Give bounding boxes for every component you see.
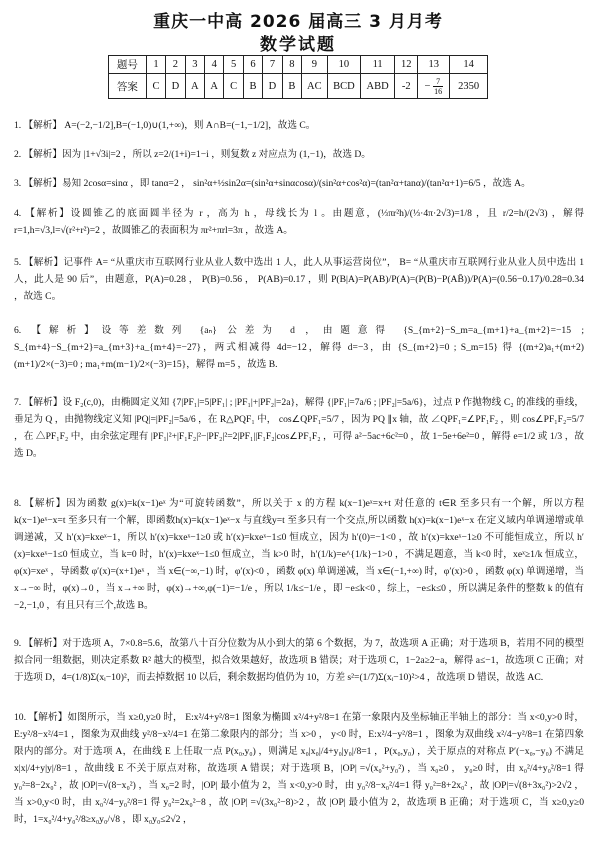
- solution-3: 3. 【解析】易知 2cosα=sinα ，即 tanα=2 ， sin²α+½sin2α=(sin²α+sinαcosα)/(sin²α+cos²α)=(tan²α+tanα)/(tan²α+1)=6/5 ，故选 A。: [14, 178, 531, 189]
- fraction-numerator: 7: [433, 77, 443, 87]
- exam-title: 重庆一中高 2026 届高三 3 月月考: [153, 12, 443, 32]
- question-number: 13: [418, 56, 450, 74]
- question-row-label: 题号: [109, 56, 147, 74]
- question-number: 4: [205, 56, 224, 74]
- solution-10: 10. 【解析】如图所示，当 x≥0,y≥0 时， E:x²/4+y²/8=1 图象为椭圆 x²/4+y²/8=1 在第一象限内及坐标轴正半轴上的部分：当 x<0,y>0 时，E:y²/8−x²/4=1 ，图象为双曲线 y²/8−x²/4=1 在第二象限内的部分；当 x>0 ， y<0 时，E:x²/4−y²/8=1 ，图象为双曲线 x²/4−y²/8=1 在第四象限内的部分。对于选项 A，在曲线 E 上任取一点 P(x₀,y₀) ，则满足 x₀|x₀|/4+y₀|y₀|/8=1 ，P(x₀,y₀) ，关于原点的对称点 P′(−x₀,−y₀) 不满足 x|x|/4+y|y|/8=1 ，故曲线 E 不关于原点对称，故选项 A 错误；对于选项 B，|OP| =√(x₀²+y₀²) ，当 x₀≥0 ， y₀≥0 时，由 x₀²/4+y₀²/8=1 得 y₀²=8−2x₀² ，故 |OP|=√(8−x₀²) ，当 x₀=2 时，|OP| 最小值为 2，当 x<0,y>0 时，由 y₀²/8−x₀²/4=1 得 y₀²=8+2x₀² ，故 |OP|=√(8+3x₀²)>2√2 ，当 x>0,y<0 时，由 x₀²/4−y₀²/8=1 得 y₀²=2x₀²−8 ，故 |OP| =√(3x₀²−8)>2 ，故 |OP| 最小值为 2，故选项 B 正确；对于选项 C，当 x≥0,y≥0 时，1=x₀²/4+y₀²/8≥x₀y₀/√8 ，即 x₀y₀≤2√2 ，: [14, 712, 584, 825]
- solution-5: 5. 【解析】记事件 A= “从重庆市互联网行业从业人数中选出 1 人，此人从事运营岗位”， B= “从重庆市互联网行业从业人员中选出 1 人，此人是 90 后”，由题意，P(A)=0.28 ， P(B)=0.56 ， P(AB)=0.17 ，则 P(B|A)=P(AB)/P(A)=(P(B)−P(AB̄))/P(A)=(0.56−0.17)/0.28=0.34 ，故选 C。: [14, 257, 584, 302]
- answer-cell: C: [224, 74, 243, 99]
- question-number: 5: [224, 56, 243, 74]
- fraction-sign: −: [424, 80, 431, 92]
- question-number: 10: [327, 56, 361, 74]
- exam-subtitle: 数学试题: [260, 35, 336, 55]
- answer-cell: ABD: [361, 74, 395, 99]
- solution-1: 1. 【解析】 A=(−2,−1/2],B=(−1,0)∪(1,+∞)，则 A∩B=(−1,−1/2]，故选 C。: [14, 120, 316, 131]
- answer-cell-fraction: [418, 74, 450, 99]
- solution-8: 8. 【解析】因为函数 g(x)=k(x−1)eˣ 为“可旋转函数”，所以关于 x 的方程 k(x−1)eˣ=x+t 对任意的 t∈R 至多只有一个解，所以方程 k(x−1)eˣ−x=t 至多只有一个解，即函数h(x)=k(x−1)eˣ−x 与直线y=t 至多只有一个交点,所以函数 h(x)=k(x−1)eˣ−x 在定义域内单调递增或单调递减，又 h′(x)=kxeˣ−1，所以 h′(x)=kxeˣ−1≥0 或 h′(x)=kxeˣ−1≤0 恒成立，因为 h′(0)=−1<0 ，故 h′(x)=kxeˣ−1≥0 不可能恒成立，所以 h′(x)=kxeˣ−1≤0 恒成立，当 k=0 时，h′(x)=kxeˣ−1≤0 恒成立，当 k>0 时，h′(1/k)=e^{1/k}−1>0 ，不满足题意，当 k<0 时，xeˣ≥1/k 恒成立，φ(x)=xeˣ ，导函数 φ′(x)=(x+1)eˣ ，当 x∈(−∞,−1) 时，φ′(x)<0 ，函数 φ(x) 单调递减，当 x∈(−1,+∞) 时，φ′(x)>0 ，函数 φ(x) 单调递增，当 x→−∞ 时，φ(x)→0 ，当 x→+∞ 时，φ(x)→+∞,φ(−1)=−1/e ，所以 1/k≤−1/e ，即 −e≤k<0 ，综上，−e≤k≤0 ，所以满足条件的整数 k 的值有 −2,−1,0 ，有且只有三个,故选 B。: [14, 498, 584, 611]
- question-number: 1: [146, 56, 165, 74]
- answer-cell: 2350: [450, 74, 488, 99]
- answer-cell: -2: [394, 74, 417, 99]
- answer-cell: BCD: [327, 74, 361, 99]
- answer-cell: A: [185, 74, 204, 99]
- answer-cell: D: [263, 74, 282, 99]
- solution-7: 7. 【解析】设 F₂(c,0)，由椭圆定义知 {7|PF₁|=5|PF₁| ; |PF₁|+|PF₂|=2a}，解得 {|PF₁|=7a/6 ; |PF₂|=5a/6}，过点 P 作抛物线 C₂ 的准线的垂线，垂足为 Q ，由抛物线定义知 |PQ|=|PF₂|=5a/6 ，在 R△PQF₁ 中， cos∠QPF₁=5/7 ，因为 PQ ∥x 轴，故 ∠QPF₁=∠PF₁F₂ ，则 cos∠PF₁F₂=5/7 ，在 △PF₁F₂ 中，由余弦定理有 |PF₁|²+|F₁F₂|²−|PF₂|²=2|PF₁||F₁F₂|cos∠PF₁F₂ ，可得 a²−5ac+6c²=0 ，故 1−5e+6e²=0 ，解得 e=1/2 或 1/3 ，故选 D。: [14, 397, 584, 459]
- answer-cell: D: [166, 74, 185, 99]
- answer-table-question-row: [109, 56, 488, 74]
- question-number: 6: [243, 56, 262, 74]
- answer-cell: AC: [302, 74, 328, 99]
- question-number: 14: [450, 56, 488, 74]
- answer-cell: C: [146, 74, 165, 99]
- question-number: 12: [394, 56, 417, 74]
- question-number: 9: [302, 56, 328, 74]
- answer-cell: B: [243, 74, 262, 99]
- question-number: 7: [263, 56, 282, 74]
- question-number: 2: [166, 56, 185, 74]
- answer-cell: B: [282, 74, 301, 99]
- answer-table: [108, 55, 488, 99]
- fraction-denominator: 16: [434, 86, 443, 96]
- answer-cell: A: [205, 74, 224, 99]
- question-number: 3: [185, 56, 204, 74]
- fraction: [433, 77, 443, 96]
- solution-4: 4. 【解析】设圆锥乙的底面圆半径为 r ，高为 h ，母线长为 l 。由题意，(⅓πr²h)/(⅓·4π·2√3)=1/8 ，且 r/2=h/(2√3) ，解得 r=1,h=√3,l=√(r²+r²)=2 ，故圆锥乙的表面积为 πr²+πrl=3π ，故选 A。: [14, 208, 584, 236]
- answer-table-answer-row: [109, 74, 488, 99]
- solution-9: 9. 【解析】对于选项 A，7×0.8=5.6，故第八十百分位数为从小到大的第 6 个数据，为 7，故选项 A 正确；对于选项 B，若用不同的模型拟合同一组数据，则决定系数 R² 越大的模型，拟合效果越好，故选项 B 错误；对于选项 C，1−2a≥2−a，解得 a≤−1，故选项 C 正确；对于选项 D，4=(1/8)Σ(xᵢ−10)²，而去掉数据 10 以后，剩余数据均值仍为 10，方差 s²=(1/7)Σ(xᵢ−10)²>4 ，故选项 D 错误，故选 AC.: [14, 638, 584, 683]
- answer-row-label: 答案: [109, 74, 147, 99]
- solution-6: 6. 【解析】设等差数列 {aₙ} 公差为 d ，由题意得 {S_{m+2}−S_m=a_{m+1}+a_{m+2}=−15 ; S_{m+4}−S_{m+2}=a_{m+3}+a_{m+4}=−27}，两式相减得 4d=−12，解得 d=−3，由 {S_{m+2}=0 ; S_m=15} 得 {(m+2)a₁+(m+2)(m+1)/2×(−3)=0 ; ma₁+m(m−1)/2×(−3)=15}，解得 m=5 ，故选 B.: [14, 325, 584, 370]
- question-number: 11: [361, 56, 395, 74]
- question-number: 8: [282, 56, 301, 74]
- solution-2: 2. 【解析】因为 |1+√3i|=2 ，所以 z=2/(1+i)=1−i ，则复数 z 对应点为 (1,−1)，故选 D。: [14, 149, 371, 160]
